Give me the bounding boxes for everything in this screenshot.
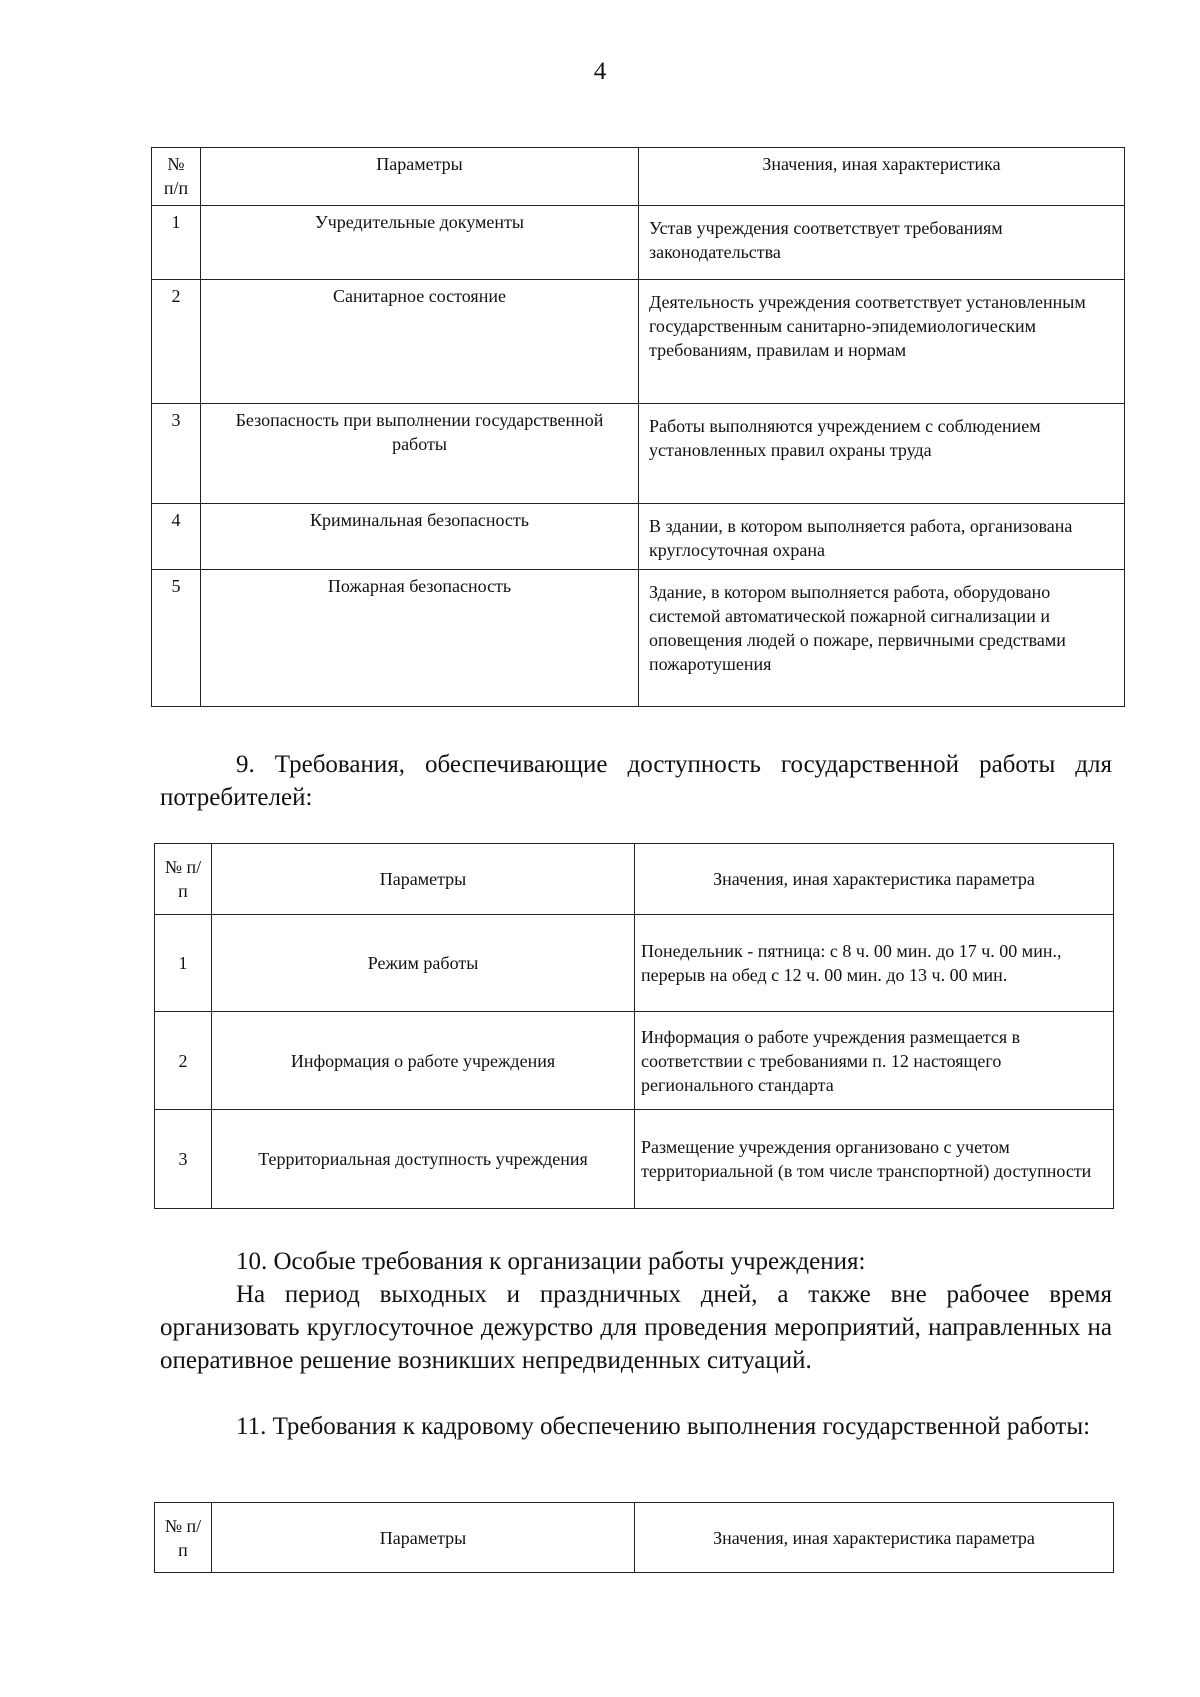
row-param: Учредительные документы [201, 206, 639, 280]
header-num: № п/п [155, 1503, 212, 1573]
row-param: Территориальная доступность учреждения [212, 1110, 635, 1209]
row-value: Понедельник - пятница: с 8 ч. 00 мин. до 17 ч. 00 мин., перерыв на обед с 12 ч. 00 мин. до 13 ч. 00 мин. [635, 915, 1114, 1012]
table-row [152, 570, 1125, 707]
table-row [155, 915, 1114, 1012]
row-param: Безопасность при выполнении государственной работы [201, 404, 639, 504]
table-row [152, 504, 1125, 570]
row-num: 5 [152, 570, 201, 707]
row-param: Криминальная безопасность [201, 504, 639, 570]
table-row [152, 404, 1125, 504]
table-row [155, 1012, 1114, 1110]
table-header-row [155, 1503, 1114, 1573]
row-num: 1 [152, 206, 201, 280]
row-value: Размещение учреждения организовано с учетом территориальной (в том числе транспортной) доступности [635, 1110, 1114, 1209]
row-value: В здании, в котором выполняется работа, организована круглосуточная охрана [639, 504, 1125, 570]
row-value: Деятельность учреждения соответствует установленным государственным санитарно-эпидемиологическим требованиям, правилам и нормам [639, 280, 1125, 404]
header-num: № п/п [152, 148, 201, 206]
header-value: Значения, иная характеристика [639, 148, 1125, 206]
row-num: 1 [155, 915, 212, 1012]
table-header-row [152, 148, 1125, 206]
header-num: № п/п [155, 844, 212, 915]
staffing-requirements-table [154, 1502, 1114, 1573]
section-10-heading: 10. Особые требования к организации работы учреждения: [236, 1248, 866, 1275]
row-param: Пожарная безопасность [201, 570, 639, 707]
row-value: Информация о работе учреждения размещается в соответствии с требованиями п. 12 настоящего регионального стандарта [635, 1012, 1114, 1110]
table-row [152, 206, 1125, 280]
accessibility-requirements-table [154, 843, 1114, 1209]
section-10-text: На период выходных и праздничных дней, а также вне рабочее время организовать круглосуточное дежурство для проведения мероприятий, направленных на оперативное решение возникших непредвиденных ситуаций. [160, 1281, 1112, 1374]
header-value: Значения, иная характеристика параметра [635, 1503, 1114, 1573]
header-param: Параметры [201, 148, 639, 206]
row-num: 3 [152, 404, 201, 504]
row-value: Здание, в котором выполняется работа, оборудовано системой автоматической пожарной сигнализации и оповещения людей о пожаре, первичными средствами пожаротушения [639, 570, 1125, 707]
row-num: 2 [155, 1012, 212, 1110]
header-value: Значения, иная характеристика параметра [635, 844, 1114, 915]
row-num: 4 [152, 504, 201, 570]
safety-requirements-table [151, 147, 1125, 707]
row-param: Санитарное состояние [201, 280, 639, 404]
row-param: Режим работы [212, 915, 635, 1012]
section-9-heading: 9. Требования, обеспечивающие доступность государственной работы для потребителей: [160, 751, 1112, 811]
row-param: Информация о работе учреждения [212, 1012, 635, 1110]
row-num: 3 [155, 1110, 212, 1209]
page-number: 4 [593, 58, 607, 85]
table-row [155, 1110, 1114, 1209]
section-11-heading: 11. Требования к кадровому обеспечению выполнения государственной работы: [236, 1413, 1091, 1440]
header-param: Параметры [212, 1503, 635, 1573]
row-value: Устав учреждения соответствует требованиям законодательства [639, 206, 1125, 280]
table-row [152, 280, 1125, 404]
row-num: 2 [152, 280, 201, 404]
table-header-row [155, 844, 1114, 915]
row-value: Работы выполняются учреждением с соблюдением установленных правил охраны труда [639, 404, 1125, 504]
header-param: Параметры [212, 844, 635, 915]
